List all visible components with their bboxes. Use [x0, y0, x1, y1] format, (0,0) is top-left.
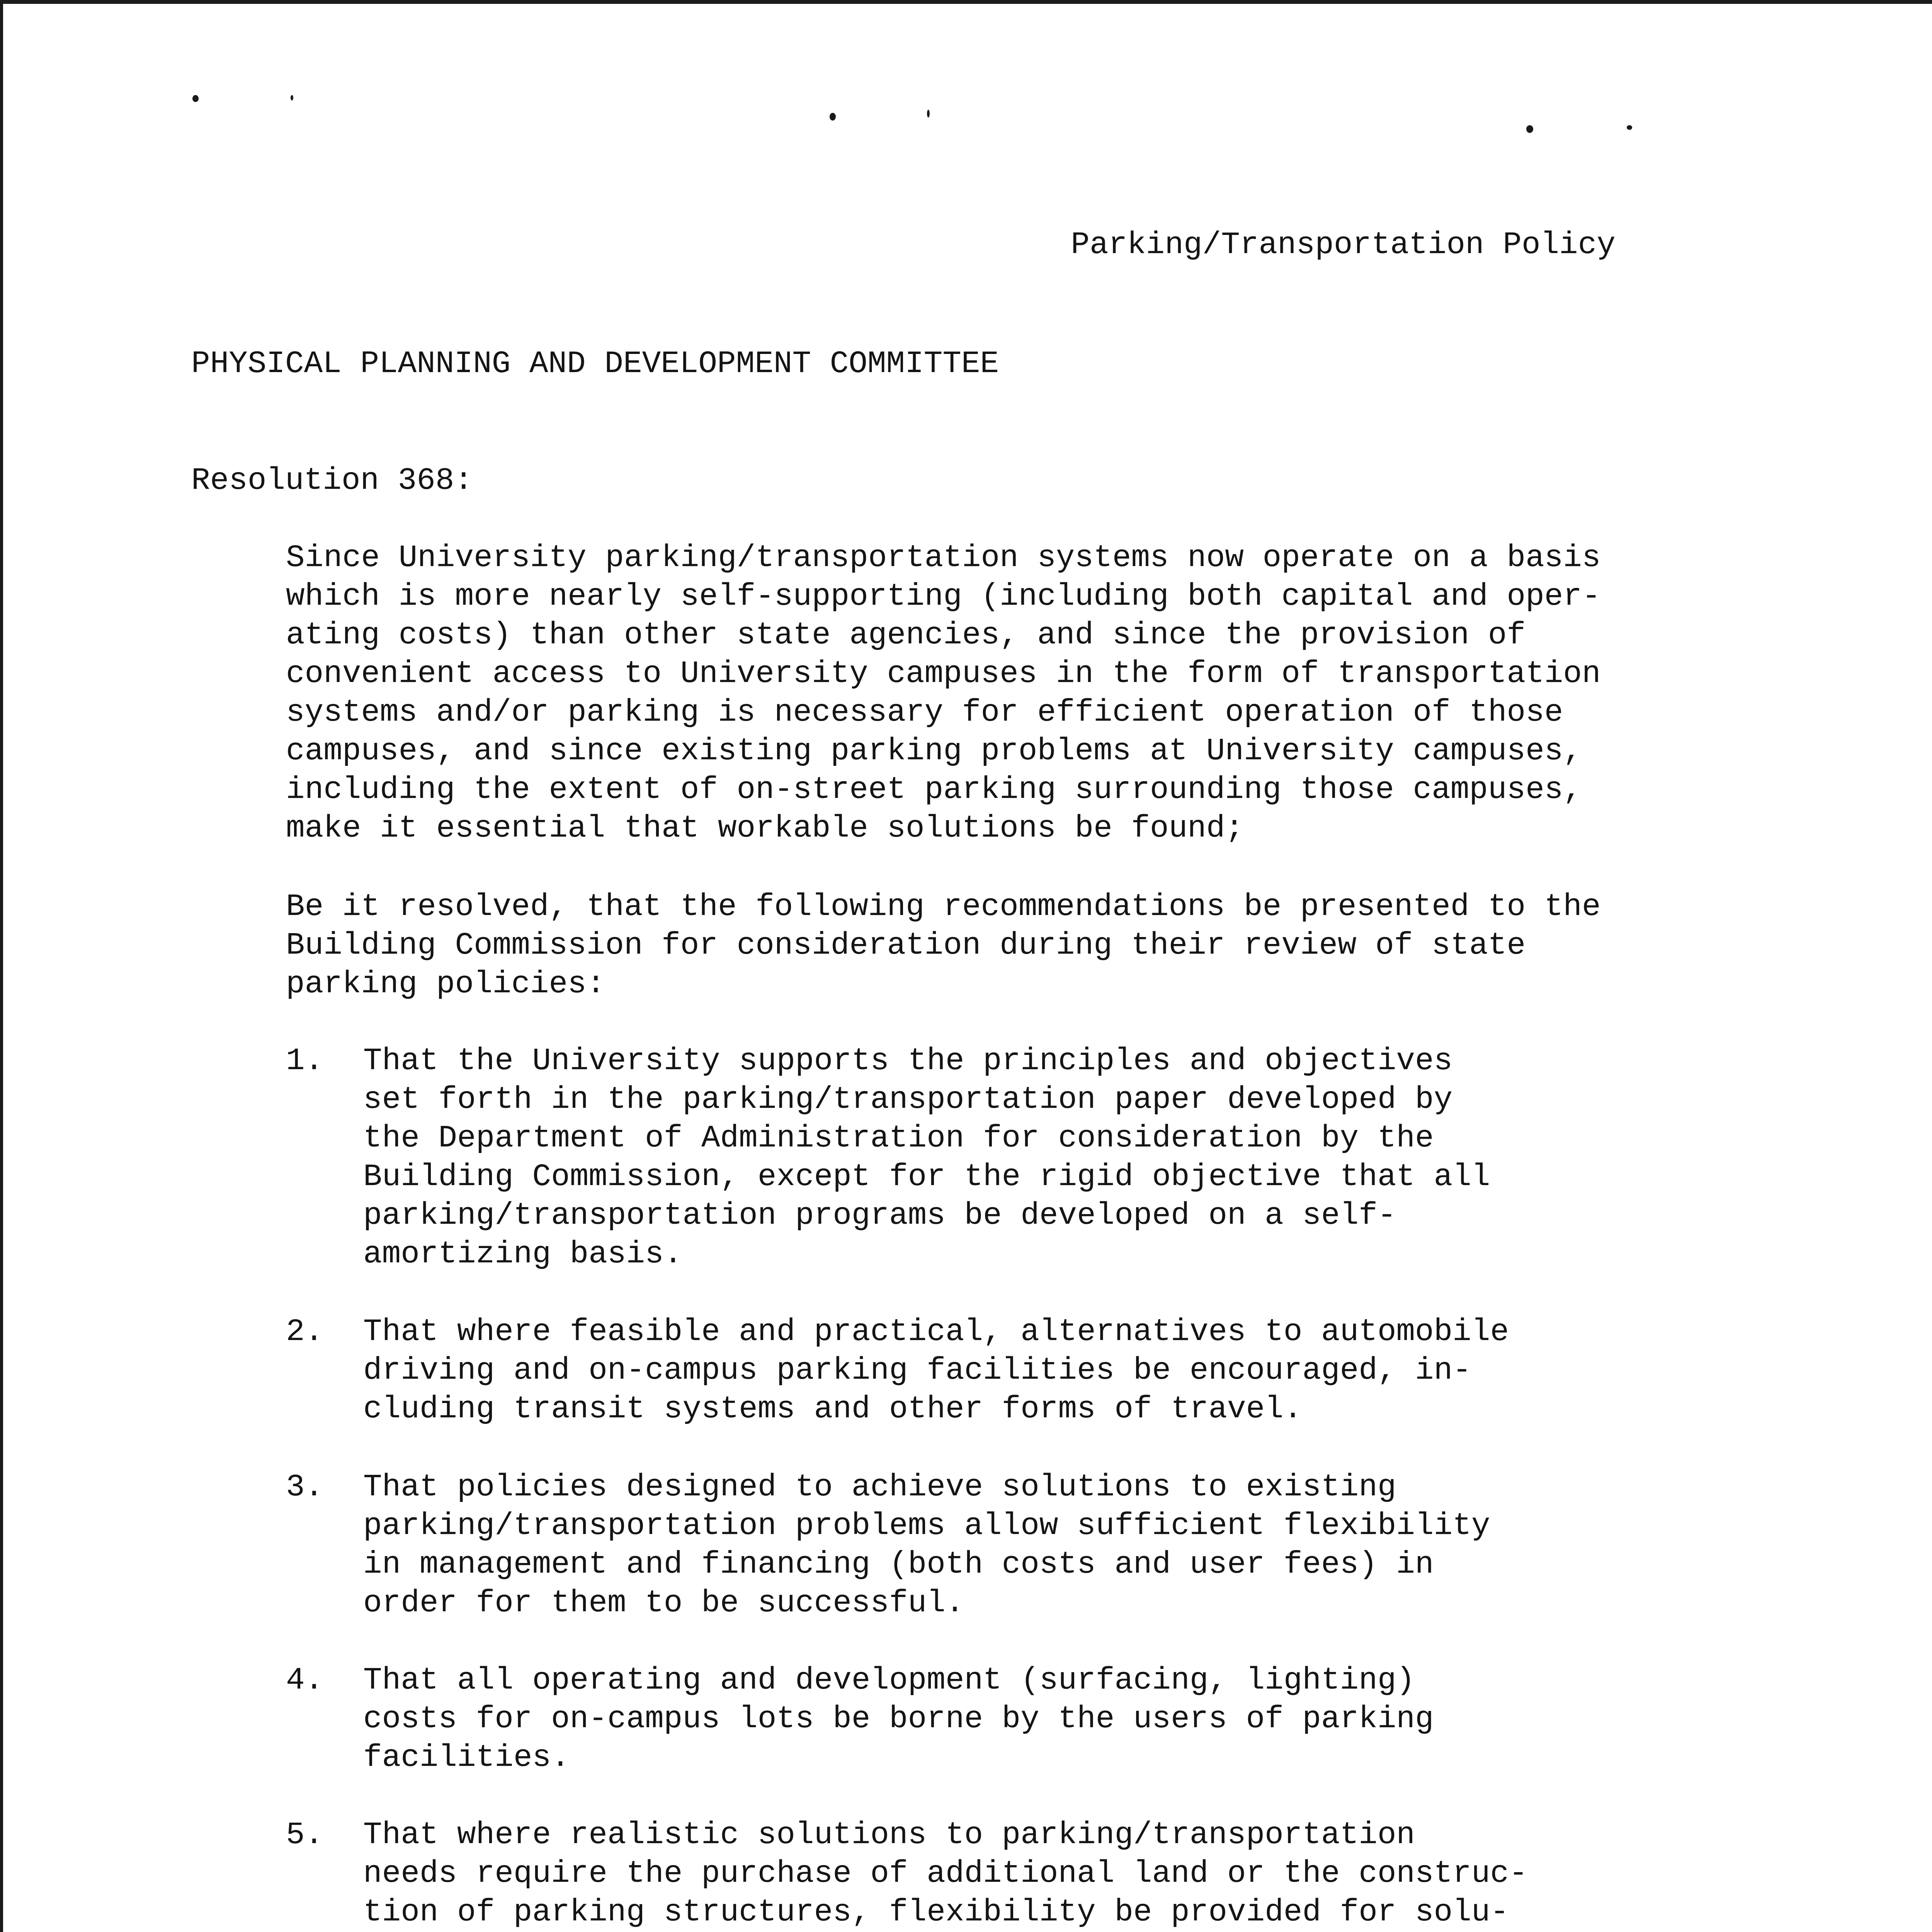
- committee-heading: PHYSICAL PLANNING AND DEVELOPMENT COMMITTEE: [191, 347, 999, 382]
- recommendation-text: That all operating and development (surfacing, lighting) costs for on-campus lots be borne by the users of parking facilities.: [363, 1663, 1434, 1776]
- recommendation-text: That where realistic solutions to parking/transportation needs require the purchase of additional land or the construc- tion of parking structures, flexibility be provided for solu-: [363, 1818, 1528, 1930]
- recommendation-number: 2.: [286, 1315, 324, 1350]
- recommendation-text: That the University supports the principles and objectives set forth in the parking/transportation paper developed by the Department of Administration for consideration by the Building Commission, except for the rigid objective that all parking/transportation programs be developed on a self- amortizing basis.: [363, 1044, 1490, 1272]
- scan-speck: [1627, 125, 1632, 130]
- scan-speck: [830, 113, 836, 121]
- preamble-paragraph: Since University parking/transportation systems now operate on a basis which is more nearly self-supporting (including both capital and oper- ating costs) than other state agencies, and since the provision of convenient access to University campuses in the form of transportation systems and/or parking is necessary for efficient operation of those campuses, and since existing parking problems at University campuses, including the extent of on-street parking surrounding those campuses, make it essential that workable solutions be found;: [286, 541, 1601, 846]
- scan-speck: [192, 95, 199, 102]
- scan-edge-left: [0, 0, 3, 1932]
- recommendation-text: That where feasible and practical, alternatives to automobile driving and on-campus parking facilities be encouraged, in- cluding transit systems and other forms of travel.: [363, 1315, 1509, 1427]
- scan-edge-top: [0, 0, 1932, 4]
- scan-speck: [1526, 125, 1533, 133]
- recommendation-text: That policies designed to achieve solutions to existing parking/transportation problems allow sufficient flexibility in management and financing (both costs and user fees) in order for them to be successful.: [363, 1470, 1490, 1621]
- policy-title: Parking/Transportation Policy: [1071, 228, 1616, 263]
- recommendation-number: 4.: [286, 1663, 324, 1698]
- resolved-paragraph: Be it resolved, that the following recommendations be presented to the Building Commission for consideration during their review of state parking policies:: [286, 889, 1601, 1002]
- recommendation-number: 1.: [286, 1044, 324, 1079]
- recommendation-number: 5.: [286, 1818, 324, 1853]
- scan-speck: [291, 95, 293, 100]
- scan-speck: [927, 110, 930, 117]
- resolution-number: Resolution 368:: [191, 463, 473, 498]
- recommendation-number: 3.: [286, 1470, 324, 1505]
